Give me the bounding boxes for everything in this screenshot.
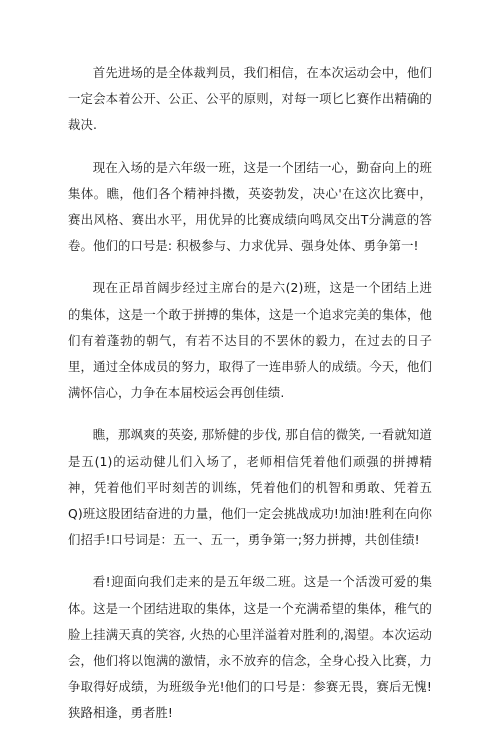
paragraph-referees: 首先进场的是全体裁判员，我们相信，在本次运动会中，他们一定会本着公开、公正、公平的原则，对每一项匕匕赛作出精确的裁决. (68, 65, 432, 133)
paragraph-grade6-class2: 现在正昂首阔步经过主席台的是六(2)班，这是一个团结上进的集体，这是一个敢于拼搏的集体，这是一个追求完美的集体，他们有着蓬勃的朝气，有若不达目的不罢休的毅力，在过去的日子里，通过全体成员的努力，取得了一连串骄人的成绩。今天，他们满怀信心，力争在本届校运会再创佳绩. (68, 280, 432, 401)
paragraph-grade5-class1: 瞧，那飒爽的英姿, 那矫健的步伐, 那自信的微笑, 一看就知道是五(1)的运动健儿们入场了，老师相信凭着他们顽强的拼搏精神，凭着他们平时刻苦的训练，凭着他们的机智和勇敢、凭着五Q)班这股团结奋进的力量，他们一定会挑战成功!加油!胜利在向你们招手!口号词是：五一、五一，勇争第一;努力拼搏，共创佳绩! (68, 427, 432, 548)
document-body (68, 60, 432, 743)
paragraph-grade6-class1: 现在入场的是六年级一班，这是一个团结一心，勤奋向上的班集体。瞧，他们各个精神抖擞，英姿勃发，决心'在这次比赛中，赛出风格、赛出水平，用优异的比赛成绩向鸣凤交出T分满意的答卷。他们的口号是: 积极参与、力求优异、强身处体、勇争第一! (68, 159, 432, 254)
paragraph-grade5-class2: 看!迎面向我们走来的是五年级二班。这是一个活泼可爱的集体。这是一个团结进取的集体，这是一个充满希望的集体，稚气的脸上挂满天真的笑容, 火热的心里洋溢着对胜利的,渴望。本次运动会，他们将以饱满的激情，永不放弃的信念，全身心投入比赛，力争取得好成绩，为班级争光!他们的口号是：参赛无畏，赛后无愧!狭路相逢，勇者胜! (68, 574, 432, 721)
